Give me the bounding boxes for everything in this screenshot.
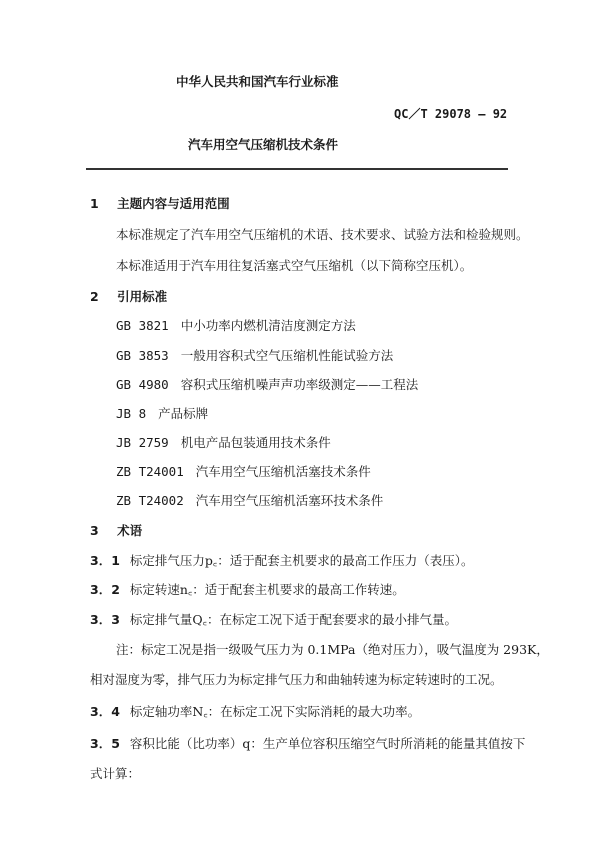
reference-item: GB 4980 容积式压缩机噪声声功率级测定——工程法 bbox=[116, 377, 419, 392]
reference-item: GB 3853 一般用容积式空气压缩机性能试验方法 bbox=[116, 348, 394, 363]
reference-item: GB 3821 中小功率内燃机清洁度测定方法 bbox=[116, 318, 356, 333]
note-line-2: 相对湿度为零，排气压力为标定排气压力和曲轴转速为标定转速时的工况。 bbox=[90, 672, 503, 687]
section-2-number: 2 bbox=[90, 289, 99, 304]
section-3-heading bbox=[90, 521, 142, 539]
section-3-title: 术语 bbox=[117, 523, 143, 538]
note-line-1: 注：标定工况是指一级吸气压力为 0.1MPa（绝对压力），吸气温度为 293K， bbox=[116, 642, 549, 657]
reference-item: ZB T24001 汽车用空气压缩机活塞技术条件 bbox=[116, 464, 371, 479]
section-1-number: 1 bbox=[90, 196, 99, 211]
term-item: 3．3 标定排气量Q꜀：在标定工况下适于配套要求的最小排气量。 bbox=[90, 612, 457, 627]
section-2-heading bbox=[90, 287, 167, 305]
section-1-para-1: 本标准规定了汽车用空气压缩机的术语、技术要求、试验方法和检验规则。 bbox=[116, 227, 529, 242]
section-1-heading bbox=[90, 194, 230, 212]
section-2-title: 引用标准 bbox=[117, 289, 168, 304]
term-item: 3．4 标定轴功率N꜀：在标定工况下实际消耗的最大功率。 bbox=[90, 704, 421, 719]
section-3-number: 3 bbox=[90, 523, 99, 538]
term-item: 3．2 标定转速n꜀：适于配套主机要求的最高工作转速。 bbox=[90, 582, 405, 597]
title-divider bbox=[86, 168, 508, 170]
term-item-continuation: 式计算： bbox=[90, 766, 141, 781]
term-item: 3．1 标定排气压力p꜀：适于配套主机要求的最高工作压力（表压）。 bbox=[90, 553, 474, 568]
section-1-title: 主题内容与适用范围 bbox=[117, 196, 230, 211]
reference-item: JB 8 产品标牌 bbox=[116, 406, 209, 421]
document-title: 汽车用空气压缩机技术条件 bbox=[188, 137, 339, 152]
term-item: 3．5 容积比能（比功率）q：生产单位容积压缩空气时所消耗的能量其值按下 bbox=[90, 736, 526, 751]
standard-org-title: 中华人民共和国汽车行业标准 bbox=[176, 74, 339, 89]
reference-item: JB 2759 机电产品包装通用技术条件 bbox=[116, 435, 331, 450]
reference-item: ZB T24002 汽车用空气压缩机活塞环技术条件 bbox=[116, 493, 384, 508]
standard-code: QC／T 29078 — 92 bbox=[394, 107, 508, 121]
section-1-para-2: 本标准适用于汽车用往复活塞式空气压缩机（以下简称空压机）。 bbox=[116, 258, 473, 273]
